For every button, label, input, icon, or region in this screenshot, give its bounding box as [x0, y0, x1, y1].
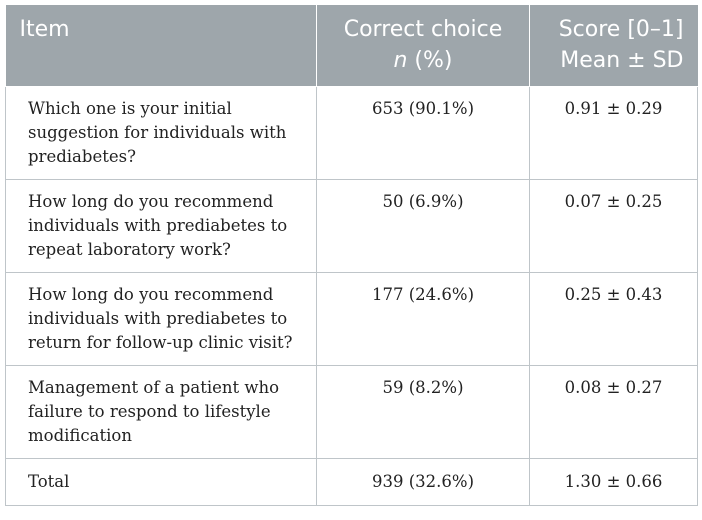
total-score-cell: 1.30 ± 0.66: [530, 459, 698, 506]
header-correct-line1: Correct choice: [343, 17, 503, 42]
total-row: [6, 459, 698, 506]
header-item-label: Item: [19, 17, 70, 42]
total-correct-cell: 939 (32.6%): [317, 459, 530, 506]
score-cell: 0.91 ± 0.29: [530, 87, 698, 180]
correct-choice-cell: 177 (24.6%): [317, 273, 530, 366]
results-table: [5, 5, 698, 506]
item-cell: Management of a patient who failure to respond to lifestyle modification: [6, 366, 317, 459]
table-row: [6, 273, 698, 366]
table-row: [6, 366, 698, 459]
header-row: [6, 5, 698, 87]
header-correct-percent: (%): [407, 48, 453, 73]
correct-choice-cell: 59 (8.2%): [317, 366, 530, 459]
correct-choice-cell: 50 (6.9%): [317, 180, 530, 273]
score-cell: 0.07 ± 0.25: [530, 180, 698, 273]
table-row: [6, 87, 698, 180]
header-score-line2: Mean ± SD: [560, 48, 684, 73]
header-score: [530, 5, 698, 87]
table-row: [6, 180, 698, 273]
item-cell: How long do you recommend individuals with prediabetes to repeat laboratory work?: [6, 180, 317, 273]
header-correct-n: n: [393, 48, 408, 73]
score-cell: 0.08 ± 0.27: [530, 366, 698, 459]
header-correct-choice: [317, 5, 530, 87]
table-header: [6, 5, 698, 87]
item-cell: How long do you recommend individuals with prediabetes to return for follow-up clinic visit?: [6, 273, 317, 366]
results-table-container: [5, 5, 697, 506]
score-cell: 0.25 ± 0.43: [530, 273, 698, 366]
total-label-cell: Total: [6, 459, 317, 506]
item-cell: Which one is your initial suggestion for individuals with prediabetes?: [6, 87, 317, 180]
header-item: [6, 5, 317, 87]
correct-choice-cell: 653 (90.1%): [317, 87, 530, 180]
table-body: [6, 87, 698, 506]
header-score-line1: Score [0–1]: [558, 17, 684, 42]
